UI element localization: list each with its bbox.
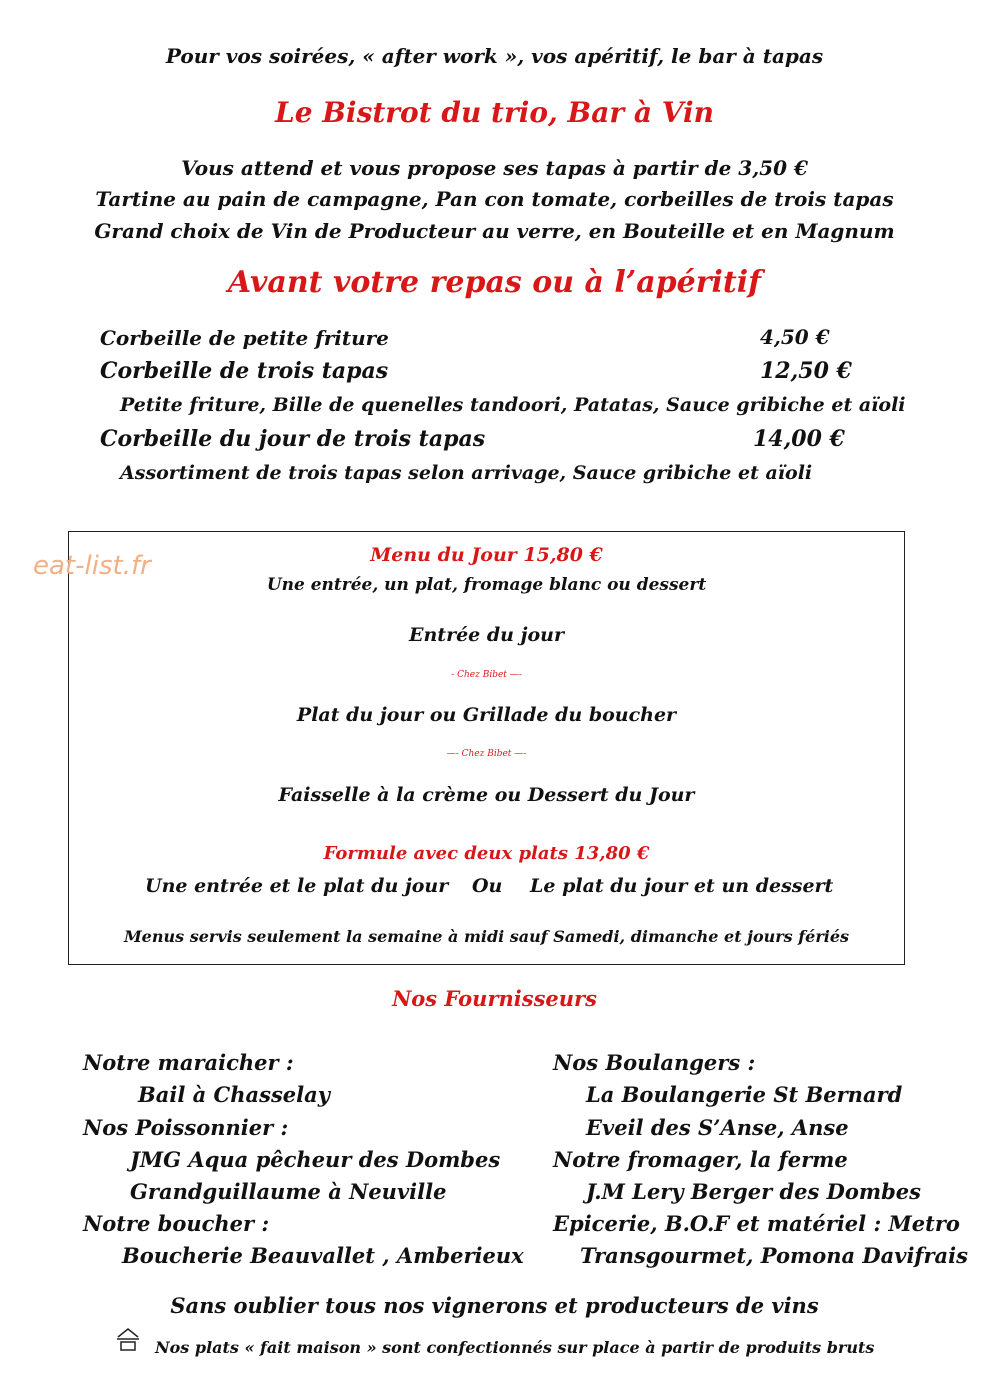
vignerons-line: Sans oublier tous nos vignerons et producteurs de vins (170, 1293, 819, 1318)
supplier-category: Nos Boulangers : (553, 1050, 756, 1075)
fait-maison-house-icon (116, 1326, 140, 1352)
supplier-category: Notre fromager, la ferme (553, 1147, 848, 1172)
formule-title: Formule avec deux plats 13,80 € (323, 843, 650, 864)
menu-du-jour-subtitle: Une entrée, un plat, fromage blanc ou dessert (266, 575, 707, 595)
supplier-category: Notre maraicher : (83, 1050, 294, 1075)
supplier-category: Nos Poissonnier : (83, 1115, 289, 1140)
supplier-name: Transgourmet, Pomona Davifrais (580, 1243, 968, 1268)
aperitif-item-price: 4,50 € (760, 325, 830, 349)
aperitif-item-name: Corbeille de petite friture (100, 326, 389, 350)
aperitif-item-price: 14,00 € (753, 426, 845, 452)
intro-line: Pour vos soirées, « after work », vos apéritif, le bar à tapas (165, 44, 824, 68)
supplier-name: Grandguillaume à Neuville (130, 1179, 447, 1204)
formule-or: Ou (472, 875, 503, 897)
aperitif-heading: Avant votre repas ou à l’apéritif (227, 265, 762, 300)
bistrot-line-3: Grand choix de Vin de Producteur au verre, en Bouteille et en Magnum (94, 219, 895, 243)
supplier-name: Eveil des S’Anse, Anse (586, 1115, 849, 1140)
supplier-name: JMG Aqua pêcheur des Dombes (130, 1147, 501, 1172)
menu-note: Menus servis seulement la semaine à midi sauf Samedi, dimanche et jours fériés (123, 927, 850, 946)
supplier-name: Bail à Chasselay (138, 1082, 330, 1107)
aperitif-item-desc: Assortiment de trois tapas selon arrivage, Sauce gribiche et aïoli (120, 462, 813, 484)
formule-option-b: Le plat du jour et un dessert (530, 875, 834, 897)
bistrot-line-1: Vous attend et vous propose ses tapas à partir de 3,50 € (181, 156, 808, 180)
aperitif-item-desc: Petite friture, Bille de quenelles tandoori, Patatas, Sauce gribiche et aïoli (120, 394, 906, 416)
bistrot-line-2: Tartine au pain de campagne, Pan con tomate, corbeilles de trois tapas (95, 187, 894, 211)
menu-entree: Entrée du jour (409, 624, 564, 646)
menu-separator: - Chez Bibet —- (451, 670, 522, 680)
menu-du-jour-title: Menu du Jour 15,80 € (370, 544, 603, 566)
watermark: eat-list.fr (33, 551, 151, 581)
menu-separator: —- Chez Bibet —- (446, 749, 527, 759)
aperitif-item-price: 12,50 € (760, 358, 852, 384)
menu-du-jour-box (68, 531, 905, 965)
aperitif-item-name: Corbeille du jour de trois tapas (100, 426, 486, 452)
supplier-category: Epicerie, B.O.F et matériel : Metro (553, 1211, 960, 1236)
supplier-name: La Boulangerie St Bernard (586, 1082, 903, 1107)
fournisseurs-heading: Nos Fournisseurs (392, 986, 597, 1011)
bistrot-title: Le Bistrot du trio, Bar à Vin (275, 96, 714, 129)
menu-dessert: Faisselle à la crème ou Dessert du Jour (278, 784, 695, 806)
supplier-name: Boucherie Beauvallet , Amberieux (122, 1243, 524, 1268)
supplier-name: J.M Lery Berger des Dombes (586, 1179, 921, 1204)
formule-option-a: Une entrée et le plat du jour (145, 875, 449, 897)
fait-maison-line: Nos plats « fait maison » sont confectionnés sur place à partir de produits bruts (155, 1338, 875, 1357)
aperitif-item-name: Corbeille de trois tapas (100, 358, 389, 384)
menu-plat: Plat du jour ou Grillade du boucher (296, 704, 677, 726)
supplier-category: Notre boucher : (83, 1211, 270, 1236)
